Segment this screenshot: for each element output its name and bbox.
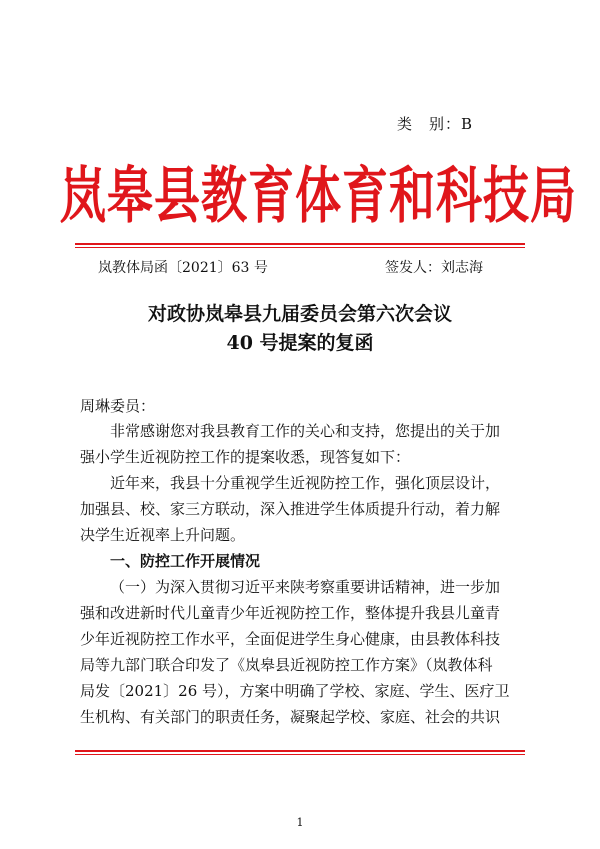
- signer: 签发人：刘志海: [385, 260, 483, 276]
- body-line: 非常感谢您对我县教育工作的关心和支持，您提出的关于加: [110, 422, 501, 440]
- body-line: 强小学生近视防控工作的提案收悉，现答复如下：: [80, 448, 411, 466]
- body-line: 决学生近视率上升问题。: [80, 526, 246, 544]
- document-title-line: 对政协岚皋县九届委员会第六次会议: [147, 303, 452, 325]
- body-line: 局等九部门联合印发了《岚皋县近视防控工作方案》（岚教体科: [80, 656, 493, 674]
- body-line: 局发〔2021〕26 号），方案中明确了学校、家庭、学生、医疗卫: [80, 682, 510, 700]
- document-number: 岚教体局函〔2021〕63 号: [98, 260, 268, 276]
- salutation: 周琳委员：: [80, 397, 156, 415]
- page-number: 1: [296, 816, 304, 829]
- body-line: 加强县、校、家三方联动，深入推进学生体质提升行动，着力解: [80, 500, 501, 518]
- header-divider-thin: [75, 247, 525, 248]
- footer-divider: [75, 750, 525, 752]
- category-label: 类 别：B: [397, 115, 474, 133]
- body-line: 少年近视防控工作水平，全面促进学生身心健康，由县教体科技: [80, 630, 501, 648]
- body-line: 生机构、有关部门的职责任务，凝聚起学校、家庭、社会的共识: [80, 708, 501, 726]
- body-line: （一）为深入贯彻习近平来陕考察重要讲话精神，进一步加: [110, 578, 501, 596]
- section-heading: 一、防控工作开展情况: [110, 552, 261, 570]
- body-line: 近年来，我县十分重视学生近视防控工作，强化顶层设计，: [110, 474, 501, 492]
- header-divider: [75, 243, 525, 245]
- footer-divider-thin: [75, 754, 525, 755]
- organization-title: 岚皋县教育体育和科技局: [60, 159, 577, 232]
- document-title-line: 40 号提案的复函: [226, 332, 374, 354]
- body-line: 强和改进新时代儿童青少年近视防控工作，整体提升我县儿童青: [80, 604, 501, 622]
